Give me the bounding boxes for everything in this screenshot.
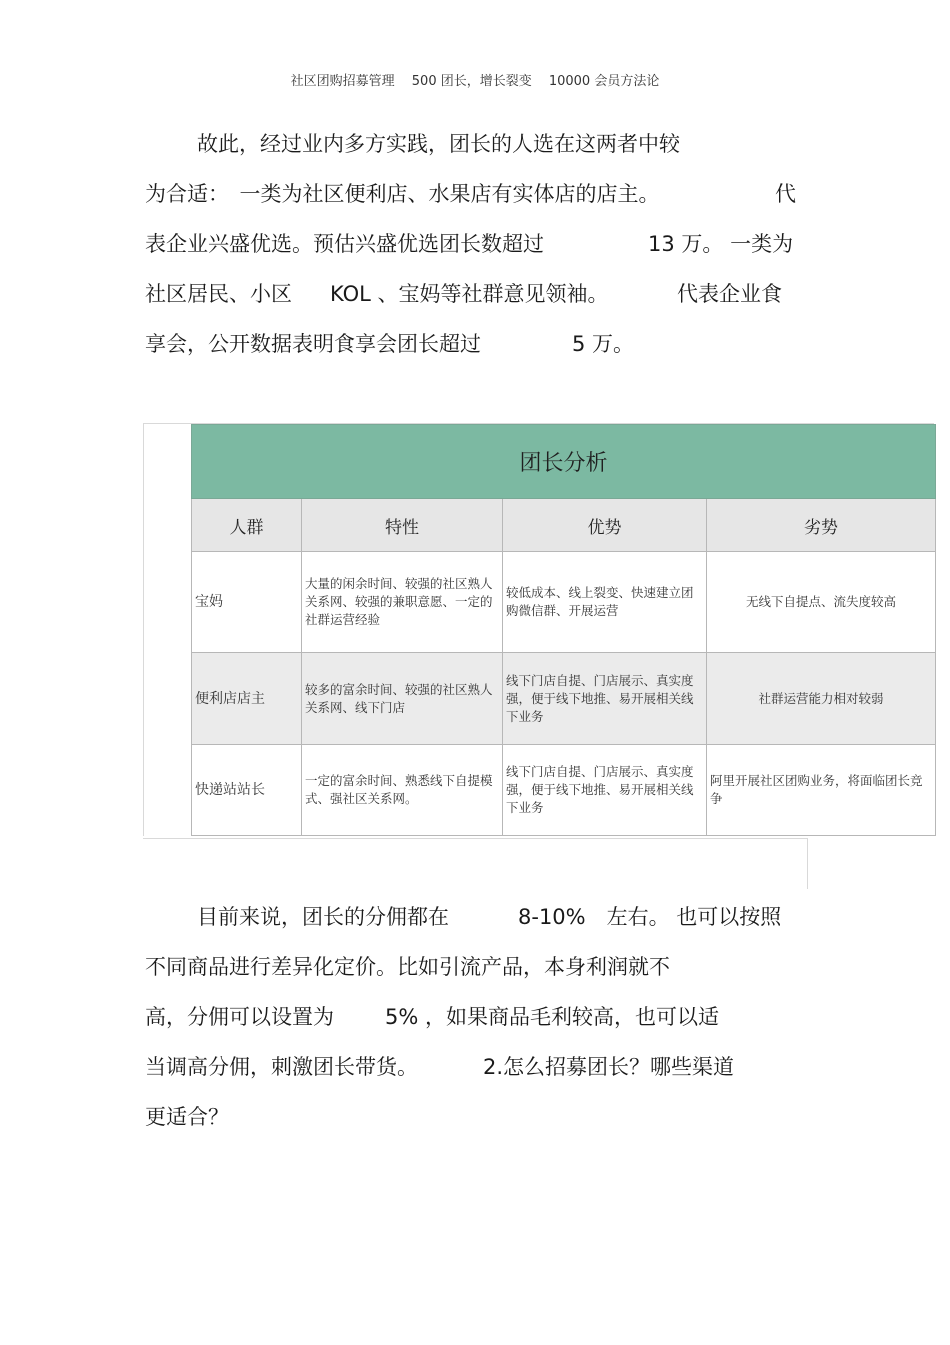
text-line (145, 1042, 805, 1092)
cell-disadvantages: 阿里开展社区团购业务，将面临团长竞争 (707, 745, 936, 836)
cell-group: 便利店店主 (192, 653, 302, 745)
cell-advantages: 线下门店自提、门店展示、真实度强，便于线下地推、易开展相关线下业务 (503, 745, 707, 836)
text-line (145, 119, 805, 169)
text-line (145, 269, 805, 319)
cell-traits: 大量的闲余时间、较强的社区熟人关系网、较强的兼职意愿、一定的社群运营经验 (302, 552, 503, 653)
text-line (145, 219, 805, 269)
cell-disadvantages: 无线下自提点、流失度较高 (707, 552, 936, 653)
text-segment: 为合适： 一类为社区便利店、水果店有实体店的店主。 (145, 182, 660, 206)
header-group: 人群 (192, 499, 302, 552)
table-bottom-strip (143, 838, 808, 889)
table-row (192, 745, 936, 836)
text-segment: 5% ，如果商品毛利较高，也可以适 (385, 1005, 719, 1029)
text-segment: KOL 、宝妈等社群意见领袖。 (330, 282, 609, 306)
cell-group: 宝妈 (192, 552, 302, 653)
leader-analysis-table (191, 424, 936, 836)
cell-disadvantages: 社群运营能力相对较弱 (707, 653, 936, 745)
text-line (145, 319, 805, 369)
table-row (192, 653, 936, 745)
text-segment: 代表企业食 (677, 282, 782, 306)
text-segment: 代 (775, 182, 796, 206)
text-line (145, 892, 805, 942)
leader-analysis-table-figure (143, 423, 935, 890)
text-line (145, 169, 805, 219)
text-segment: 8-10% 左右。 也可以按照 (518, 905, 782, 929)
text-segment: 更适合？ (145, 1105, 229, 1129)
text-segment: 不同商品进行差异化定价。比如引流产品，本身利润就不 (145, 955, 670, 979)
page-header: 社区团购招募管理 500 团长，增长裂变 10000 会员方法论 (290, 74, 660, 89)
text-segment: 高，分佣可以设置为 (145, 1005, 334, 1029)
paragraph-1 (145, 119, 805, 369)
cell-advantages: 较低成本、线上裂变、快速建立团购微信群、开展运营 (503, 552, 707, 653)
header-disadvantages: 劣势 (707, 499, 936, 552)
cell-traits: 一定的富余时间、熟悉线下自提模式、强社区关系网。 (302, 745, 503, 836)
text-segment: 表企业兴盛优选。预估兴盛优选团长数超过 (145, 232, 544, 256)
table-row (192, 552, 936, 653)
text-segment: 当调高分佣，刺激团长带货。 (145, 1055, 418, 1079)
cell-traits: 较多的富余时间、较强的社区熟人关系网、线下门店 (302, 653, 503, 745)
table-title: 团长分析 (192, 425, 936, 499)
text-line (145, 1092, 805, 1142)
text-segment: 享会，公开数据表明食享会团长超过 (145, 332, 481, 356)
cell-advantages: 线下门店自提、门店展示、真实度强，便于线下地推、易开展相关线下业务 (503, 653, 707, 745)
text-segment: 2.怎么招募团长？哪些渠道 (483, 1055, 735, 1079)
cell-group: 快递站站长 (192, 745, 302, 836)
text-segment: 目前来说，团长的分佣都在 (197, 905, 449, 929)
text-segment: 社区居民、小区 (145, 282, 292, 306)
text-segment: 5 万。 (572, 332, 635, 356)
header-traits: 特性 (302, 499, 503, 552)
text-line (145, 942, 805, 992)
text-segment: 13 万。 一类为 (648, 232, 794, 256)
paragraph-2 (145, 892, 805, 1142)
text-line (145, 992, 805, 1042)
header-advantages: 优势 (503, 499, 707, 552)
text-segment: 故此，经过业内多方实践，团长的人选在这两者中较 (197, 132, 680, 156)
